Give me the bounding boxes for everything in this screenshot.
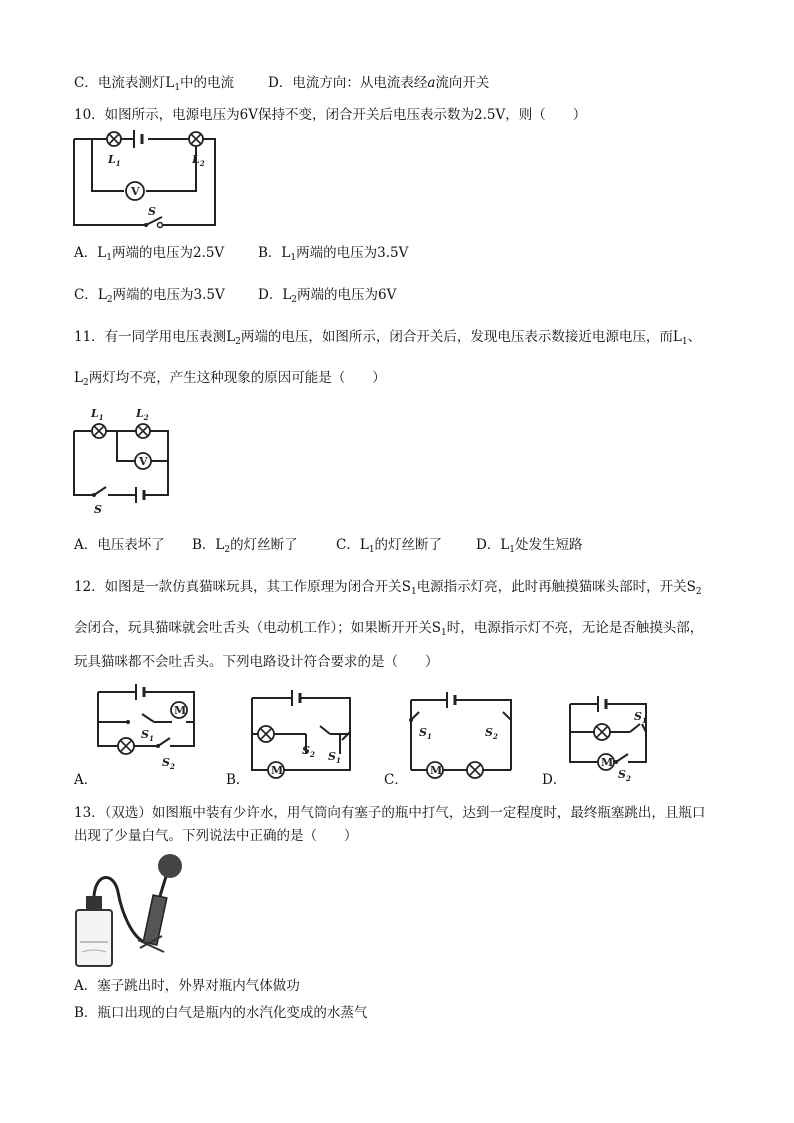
svg-text:S2: $S_2$ xyxy=(618,768,631,783)
q10-option-c: C．$L_2$两端的电压为3.5V xyxy=(74,287,225,305)
q11-option-a: A．电压表坏了 xyxy=(74,537,165,553)
q11-stem-line2: $L_2$两灯均不亮，产生这种现象的原因可能是（ ） xyxy=(74,370,386,388)
q11-switch xyxy=(92,487,106,497)
q12-option-a: A． xyxy=(74,772,98,788)
svg-text:V: V xyxy=(131,185,140,198)
q10-voltmeter xyxy=(126,182,144,200)
q11-circuit-figure xyxy=(72,403,177,518)
q13-option-a: A．塞子跳出时，外界对瓶内气体做功 xyxy=(74,978,300,994)
q11-voltmeter xyxy=(135,453,151,469)
q10-option-a: A．$L_1$两端的电压为2.5V xyxy=(74,245,225,263)
svg-text:M: M xyxy=(430,764,443,777)
q13-stem-line1: 13．（双选）如图瓶中装有少许水，用气筒向有塞子的瓶中打气，达到一定程度时，最终瓶塞跳出，且瓶口 xyxy=(74,805,706,821)
q12-option-c: C． xyxy=(384,772,408,788)
q13-bottle-pump-figure xyxy=(74,852,194,972)
q13-option-b: B．瓶口出现的白气是瓶内的水汽化变成的水蒸气 xyxy=(74,1005,368,1021)
q12-circuit-c xyxy=(405,690,520,780)
q11-stem-line1: 11．有一同学用电压表测$L_2$两端的电压，如图所示，闭合开关后，发现电压表示数接近电源电压，而$L_1$、 xyxy=(74,329,702,347)
q10-wires xyxy=(74,139,215,225)
q10-battery xyxy=(134,130,142,148)
q12-circuit-a xyxy=(96,684,206,774)
q11-option-c: C．$L_1$的灯丝断了 xyxy=(336,537,443,555)
q9-option-c: C．电流表测灯$L_1$中的电流 xyxy=(74,75,235,93)
q12-stem-line1: 12．如图是一款仿真猫咪玩具，其工作原理为闭合开关$S_1$电源指示灯亮，此时再触摸猫咪头部时，开关$S_2$ xyxy=(74,579,702,597)
q12-circuit-d xyxy=(566,690,656,785)
svg-text:S1: $S_1$ xyxy=(328,750,341,765)
q12-circuit-b xyxy=(250,688,355,783)
svg-text:S1: $S_1$ xyxy=(141,728,154,743)
svg-text:M: M xyxy=(271,764,284,777)
svg-text:M: M xyxy=(601,756,614,769)
q10-circuit-figure xyxy=(72,127,222,230)
q11-battery xyxy=(136,487,144,503)
q10-stem: 10．如图所示，电源电压为6V保持不变，闭合开关后电压表示数为2.5V，则（ ） xyxy=(74,107,587,123)
q11-option-d: D．$L_1$处发生短路 xyxy=(476,537,583,555)
q10-label-l1: $L_1$ xyxy=(108,153,121,168)
svg-text:S2: $S_2$ xyxy=(162,756,175,771)
q10-switch xyxy=(144,217,163,228)
q11-lamp-l1 xyxy=(92,424,106,438)
q10-lamp-l2 xyxy=(189,132,203,146)
q11-label-s: S xyxy=(94,503,102,516)
q11-option-b: B．$L_2$的灯丝断了 xyxy=(192,537,298,555)
q11-label-l2: $L_2$ xyxy=(136,407,149,422)
q10-option-d: D．$L_2$两端的电压为6V xyxy=(258,287,397,305)
bottle-illustration xyxy=(76,896,112,966)
q10-option-b: B．$L_1$两端的电压为3.5V xyxy=(258,245,409,263)
svg-text:M: M xyxy=(174,704,187,717)
q10-lamp-l1 xyxy=(107,132,121,146)
q11-wires xyxy=(74,431,168,495)
q10-label-s: S xyxy=(148,205,156,218)
q11-lamp-l2 xyxy=(136,424,150,438)
svg-text:S1: $S_1$ xyxy=(634,710,647,725)
q11-label-l1: $L_1$ xyxy=(91,407,104,422)
q9-option-d: D．电流方向：从电流表经a流向开关 xyxy=(268,75,490,91)
q12-option-d: D． xyxy=(542,772,567,788)
air-pump-illustration xyxy=(138,854,182,952)
q12-stem-line2: 会闭合，玩具猫咪就会吐舌头（电动机工作）；如果断开开关$S_1$时，电源指示灯不亮，无论是否触摸头部， xyxy=(74,620,704,638)
svg-text:V: V xyxy=(139,455,148,468)
q10-label-l2: $L_2$ xyxy=(192,153,205,168)
svg-text:S2: $S_2$ xyxy=(302,744,315,759)
svg-text:S1: $S_1$ xyxy=(419,726,432,741)
q12-stem-line3: 玩具猫咪都不会吐舌头。下列电路设计符合要求的是（ ） xyxy=(74,654,439,670)
q12-option-b: B． xyxy=(226,772,250,788)
svg-text:S2: $S_2$ xyxy=(485,726,498,741)
q13-stem-line2: 出现了少量白气。下列说法中正确的是（ ） xyxy=(74,828,358,844)
